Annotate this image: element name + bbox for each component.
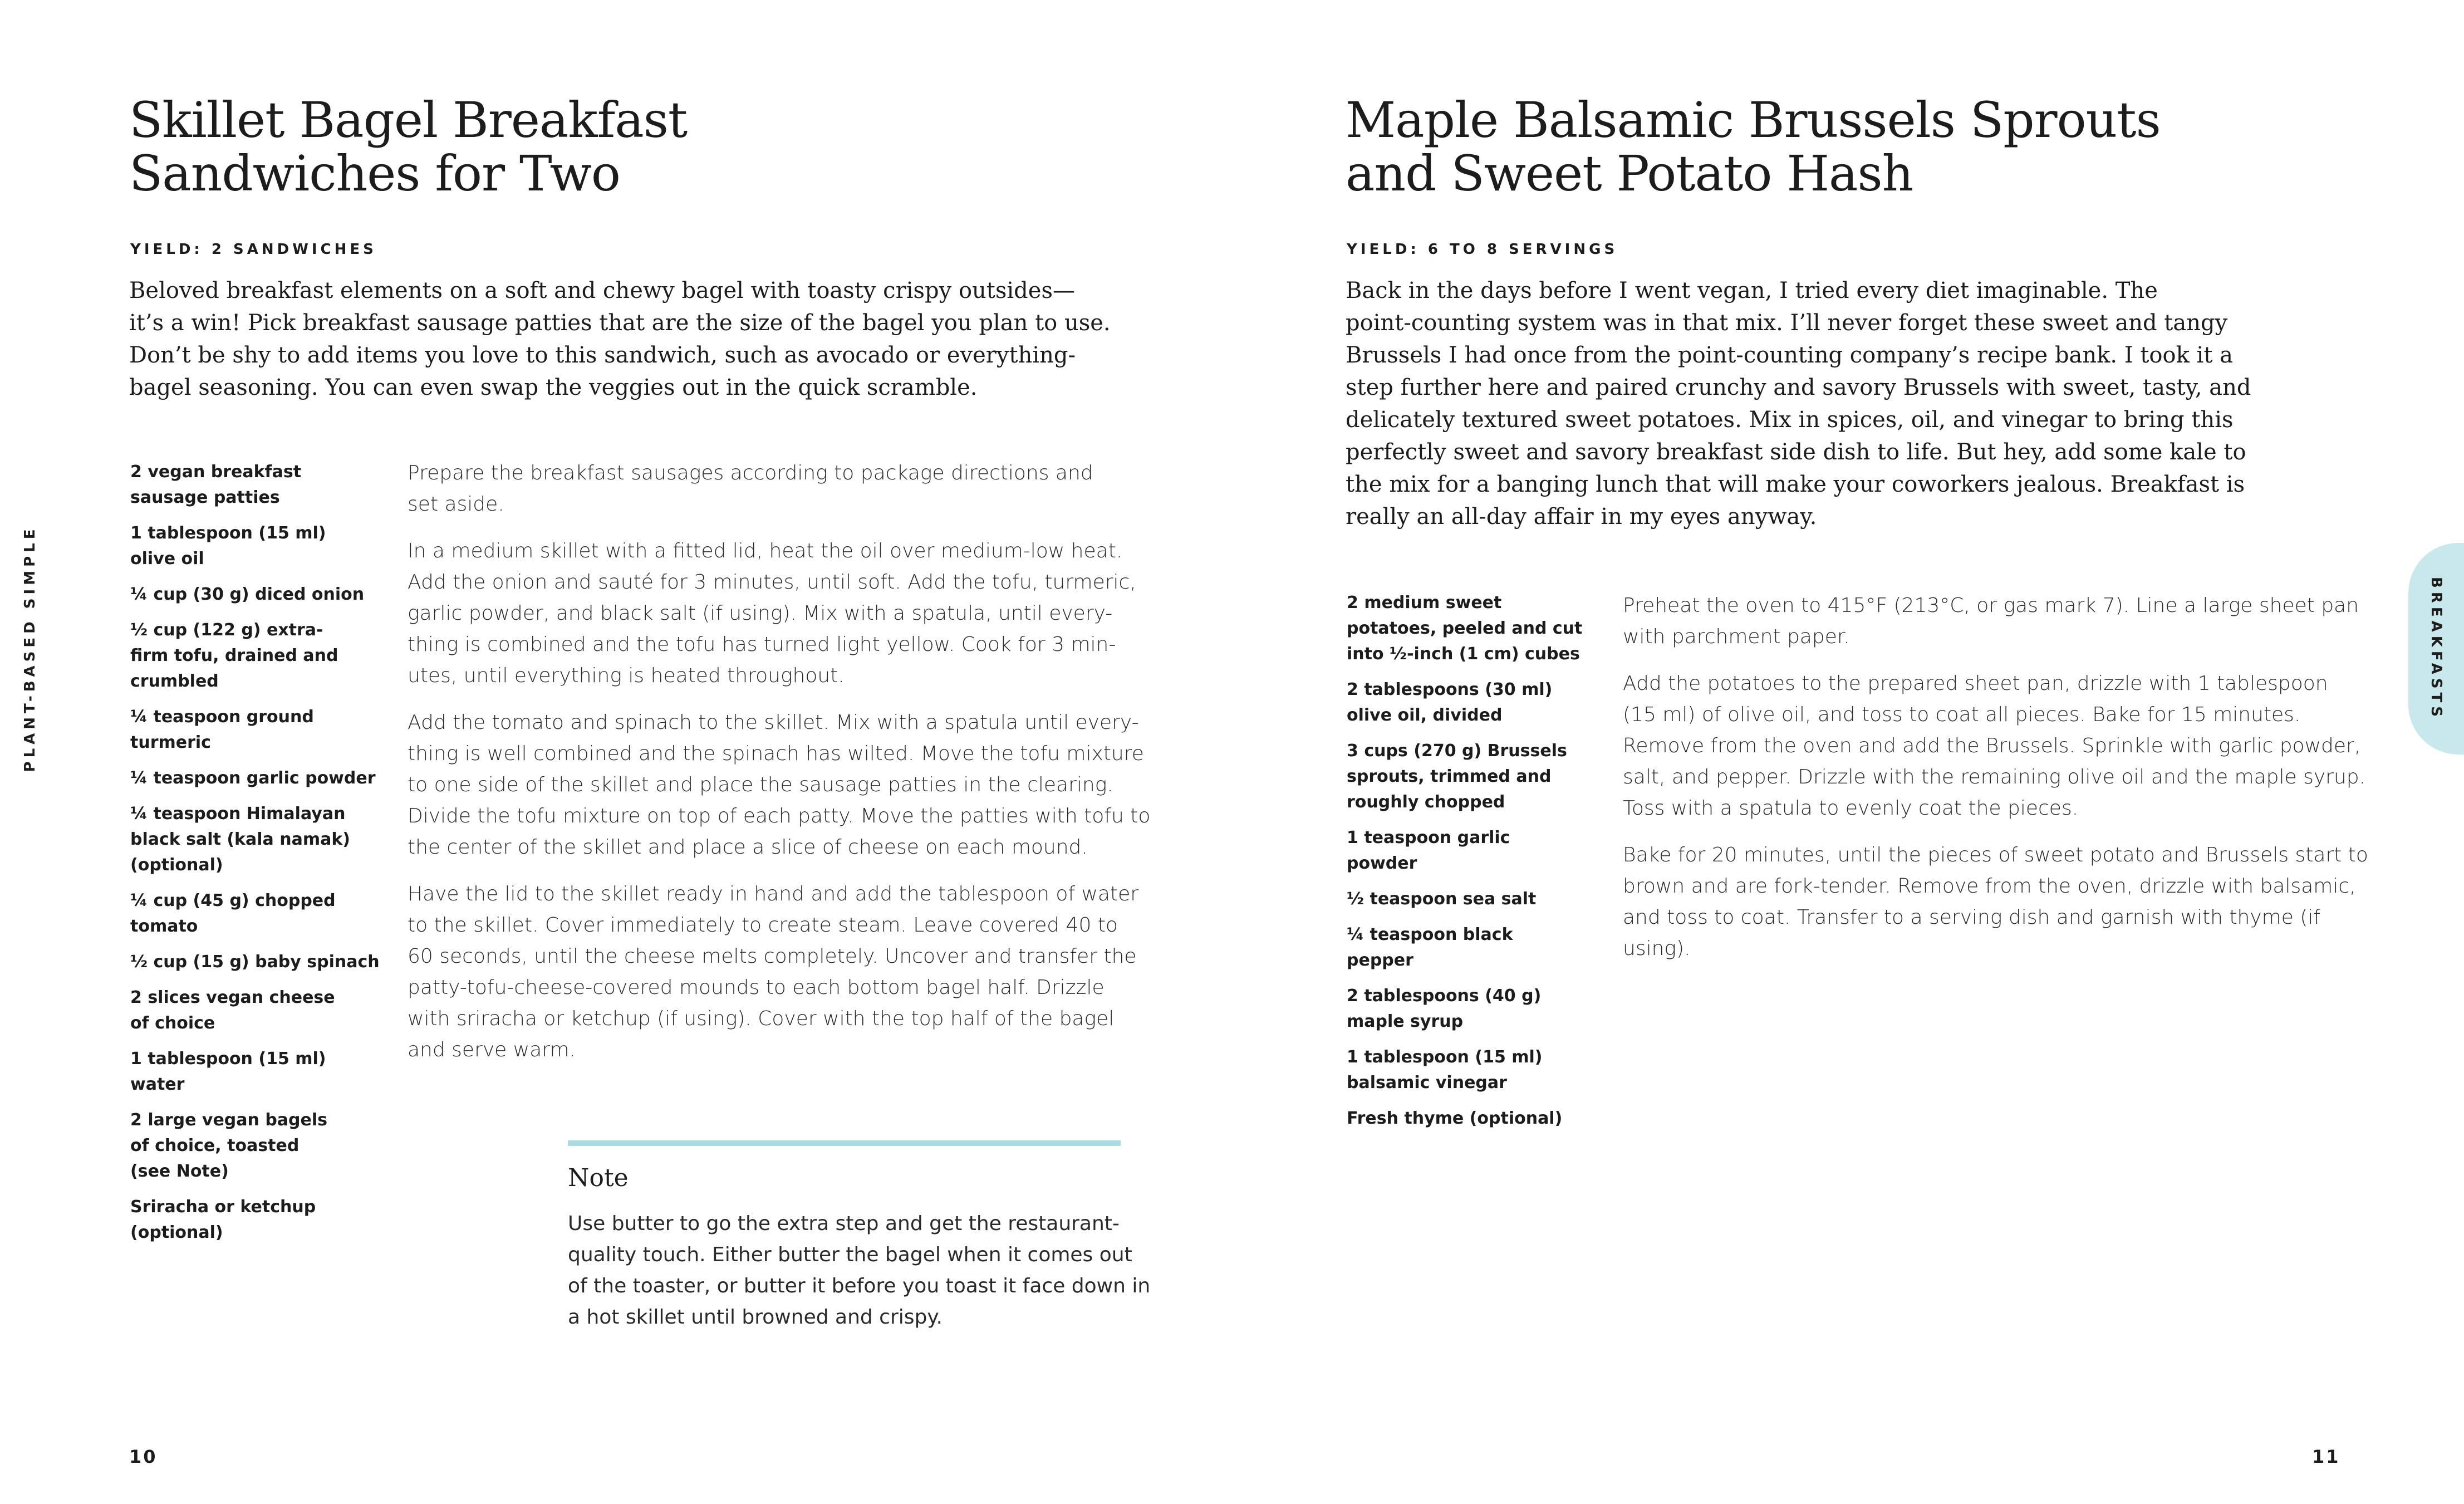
ingredient-item [1347, 1045, 1592, 1096]
ingredient-line: ¼ teaspoon black [1347, 925, 1513, 944]
ingredient-line: tomato [130, 917, 198, 936]
title-line: Skillet Bagel Breakfast [129, 91, 688, 149]
direction-line: to one side of the skillet and place the sausage patties in the clearing. [408, 773, 1113, 796]
left-intro [129, 275, 1111, 404]
direction-line: thing is well combined and the spinach has wilted. Move the tofu mixture [408, 742, 1144, 765]
intro-line: Back in the days before I went vegan, I tried every diet imaginable. The [1346, 278, 2158, 303]
direction-line: garlic powder, and black salt (if using). Mix with a spatula, until every- [408, 602, 1113, 625]
left-page-number: 10 [129, 1446, 158, 1467]
ingredient-item [1347, 886, 1592, 912]
ingredient-item [1347, 983, 1592, 1035]
ingredient-line: 1 tablespoon (15 ml) [130, 523, 326, 543]
direction-line: salt, and pepper. Drizzle with the remaining olive oil and the maple syrup. [1623, 766, 2366, 788]
ingredient-line: ¼ teaspoon ground [130, 707, 314, 727]
right-section-label: BREAKFASTS [2428, 577, 2445, 721]
title-line: Maple Balsamic Brussels Sprouts [1346, 91, 2161, 149]
ingredient-line: black salt (kala namak) [130, 830, 350, 849]
left-yield: YIELD: 2 SANDWICHES [130, 241, 377, 258]
direction-line: and serve warm. [408, 1038, 576, 1061]
left-ingredients-list [130, 459, 380, 1256]
ingredient-line: 2 slices vegan cheese [130, 988, 335, 1007]
right-intro [1346, 275, 2251, 533]
intro-line: really an all-day affair in my eyes anyway. [1346, 504, 1817, 530]
ingredient-line: ½ teaspoon sea salt [1347, 889, 1537, 909]
direction-line: Add the tomato and spinach to the skillet. Mix with a spatula until every- [408, 711, 1139, 734]
direction-line: with sriracha or ketchup (if using). Cover with the top half of the bagel [408, 1007, 1115, 1030]
right-yield: YIELD: 6 TO 8 SERVINGS [1347, 241, 1618, 258]
direction-line: utes, until everything is heated throughout. [408, 664, 845, 687]
direction-line: Divide the tofu mixture on top of each patty. Move the patties with tofu to [408, 805, 1151, 827]
ingredient-line: 1 tablespoon (15 ml) [130, 1049, 326, 1069]
ingredient-item [130, 985, 375, 1036]
ingredient-item [1347, 738, 1592, 815]
note-line: a hot skillet until browned and crispy. [568, 1306, 943, 1329]
intro-line: Don’t be shy to add items you love to this sandwich, such as avocado or everything- [129, 342, 1076, 368]
ingredient-line: firm tofu, drained and [130, 646, 338, 665]
ingredient-item [1347, 825, 1592, 876]
direction-line: the center of the skillet and place a slice of cheese on each mound. [408, 836, 1088, 859]
ingredient-item [130, 801, 375, 878]
intro-line: Beloved breakfast elements on a soft and chewy bagel with toasty crispy outsides— [129, 278, 1075, 303]
ingredient-line: roughly chopped [1347, 792, 1505, 812]
ingredient-line: of choice, toasted [130, 1136, 300, 1155]
ingredient-line: ¼ cup (30 g) diced onion [130, 585, 365, 604]
ingredient-item [130, 521, 375, 572]
ingredient-line: crumbled [130, 672, 219, 691]
ingredient-line: 2 tablespoons (40 g) [1347, 986, 1542, 1006]
ingredient-line: sausage patties [130, 488, 280, 507]
intro-line: step further here and paired crunchy and savory Brussels with sweet, tasty, and [1346, 375, 2251, 400]
right-ingredients-list [1347, 590, 1592, 1142]
intro-line: it’s a win! Pick breakfast sausage patties that are the size of the bagel you plan to use. [129, 310, 1111, 336]
ingredient-line: of choice [130, 1013, 215, 1033]
ingredient-line: (optional) [130, 855, 223, 875]
ingredient-line: 2 medium sweet [1347, 593, 1502, 613]
ingredient-line: Fresh thyme (optional) [1347, 1109, 1563, 1128]
direction-line: 60 seconds, until the cheese melts completely. Uncover and transfer the [408, 945, 1137, 968]
ingredient-line: balsamic vinegar [1347, 1073, 1507, 1093]
ingredient-item [130, 949, 380, 975]
direction-paragraph [1623, 668, 2366, 824]
ingredient-item [1347, 922, 1592, 973]
ingredient-line: powder [1347, 854, 1417, 873]
ingredient-item [130, 459, 375, 511]
intro-line: perfectly sweet and savory breakfast side dish to life. But hey, add some kale to [1346, 439, 2246, 465]
direction-line: with parchment paper. [1623, 625, 1850, 648]
ingredient-line: olive oil [130, 549, 204, 569]
direction-paragraph [1623, 840, 2368, 964]
note-heading: Note [568, 1164, 629, 1192]
ingredient-line: ¼ teaspoon garlic powder [130, 768, 376, 788]
ingredient-line: 2 vegan breakfast [130, 462, 302, 482]
note-body [568, 1208, 1150, 1333]
ingredient-line: water [130, 1075, 185, 1094]
ingredient-line: 2 large vegan bagels [130, 1110, 328, 1130]
ingredient-line: ½ cup (15 g) baby spinach [130, 952, 380, 972]
direction-line: Toss with a spatula to evenly coat the pieces. [1623, 797, 2079, 820]
right-page [1232, 0, 2464, 1504]
right-directions [1623, 590, 2368, 980]
ingredient-item [130, 618, 375, 694]
direction-paragraph [408, 707, 1151, 863]
ingredient-item [130, 888, 375, 939]
note-line: quality touch. Either butter the bagel when it comes out [568, 1243, 1132, 1266]
ingredient-item [130, 582, 375, 608]
direction-line: thing is combined and the tofu has turned light yellow. Cook for 3 min- [408, 633, 1116, 656]
intro-line: bagel seasoning. You can even swap the veggies out in the quick scramble. [129, 375, 978, 400]
direction-line: to the skillet. Cover immediately to create steam. Leave covered 40 to [408, 914, 1118, 937]
ingredient-line: turmeric [130, 733, 211, 752]
ingredient-item [1347, 677, 1592, 728]
ingredient-line: 1 teaspoon garlic [1347, 828, 1510, 847]
ingredient-line: (optional) [130, 1223, 223, 1242]
direction-line: Remove from the oven and add the Brussels. Sprinkle with garlic powder, [1623, 734, 2361, 757]
ingredient-item [1347, 590, 1592, 667]
ingredient-line: 2 tablespoons (30 ml) [1347, 680, 1553, 699]
ingredient-line: potatoes, peeled and cut [1347, 619, 1583, 638]
note-line: of the toaster, or butter it before you toast it face down in [568, 1275, 1151, 1297]
direction-paragraph [408, 536, 1136, 692]
note-divider [568, 1140, 1121, 1146]
ingredient-line: olive oil, divided [1347, 706, 1503, 725]
right-recipe-title [1346, 91, 2161, 202]
ingredient-line: ½ cup (122 g) extra- [130, 620, 323, 640]
title-line: and Sweet Potato Hash [1346, 145, 1913, 202]
direction-line: Add the onion and sauté for 3 minutes, until soft. Add the tofu, turmeric, [408, 571, 1136, 594]
ingredient-item [130, 704, 375, 756]
ingredient-line: sprouts, trimmed and [1347, 767, 1552, 786]
right-page-number: 11 [2312, 1446, 2340, 1467]
ingredient-line: ¼ teaspoon Himalayan [130, 804, 346, 824]
direction-line: patty-tofu-cheese-covered mounds to each bottom bagel half. Drizzle [408, 976, 1105, 999]
direction-line: set aside. [408, 493, 504, 516]
ingredient-item [130, 1194, 375, 1246]
ingredient-line: ¼ cup (45 g) chopped [130, 891, 336, 910]
direction-line: Add the potatoes to the prepared sheet pan, drizzle with 1 tablespoon [1623, 672, 2328, 695]
direction-line: Preheat the oven to 415°F (213°C, or gas mark 7). Line a large sheet pan [1623, 594, 2359, 617]
direction-line: Have the lid to the skillet ready in hand and add the tablespoon of water [408, 883, 1139, 905]
ingredient-line: maple syrup [1347, 1012, 1464, 1031]
title-line: Sandwiches for Two [129, 145, 620, 202]
note-line: Use butter to go the extra step and get the restaurant- [568, 1212, 1120, 1235]
ingredient-line: 3 cups (270 g) Brussels [1347, 741, 1567, 761]
intro-line: point-counting system was in that mix. I’ll never forget these sweet and tangy [1346, 310, 2228, 336]
ingredient-line: 1 tablespoon (15 ml) [1347, 1047, 1543, 1067]
left-directions [408, 458, 1151, 1081]
direction-line: Bake for 20 minutes, until the pieces of sweet potato and Brussels start to [1623, 844, 2368, 866]
direction-line: brown and are fork-tender. Remove from the oven, drizzle with balsamic, [1623, 875, 2356, 898]
ingredient-item [130, 1046, 375, 1098]
direction-paragraph [1623, 590, 2359, 653]
intro-line: delicately textured sweet potatoes. Mix in spices, oil, and vinegar to bring this [1346, 407, 2234, 433]
direction-paragraph [408, 879, 1139, 1066]
direction-line: In a medium skillet with a fitted lid, heat the oil over medium-low heat. [408, 540, 1123, 562]
ingredient-line: into ½-inch (1 cm) cubes [1347, 644, 1580, 664]
intro-line: the mix for a banging lunch that will make your coworkers jealous. Breakfast is [1346, 472, 2245, 497]
intro-line: Brussels I had once from the point-counting company’s recipe bank. I took it a [1346, 342, 2233, 368]
left-recipe-title [129, 91, 688, 202]
left-section-label: PLANT-BASED SIMPLE [22, 525, 38, 772]
ingredient-line: (see Note) [130, 1162, 229, 1181]
direction-line: (15 ml) of olive oil, and toss to coat all pieces. Bake for 15 minutes. [1623, 703, 2301, 726]
ingredient-item [130, 1108, 375, 1184]
direction-paragraph [408, 458, 1131, 520]
ingredient-line: Sriracha or ketchup [130, 1197, 316, 1217]
direction-line: and toss to coat. Transfer to a serving dish and garnish with thyme (if [1623, 906, 2321, 929]
direction-line: using). [1623, 937, 1691, 960]
ingredient-line: pepper [1347, 951, 1413, 970]
direction-line: Prepare the breakfast sausages according to package directions and [408, 462, 1093, 484]
ingredient-item [1347, 1106, 1592, 1131]
ingredient-item [130, 766, 375, 791]
